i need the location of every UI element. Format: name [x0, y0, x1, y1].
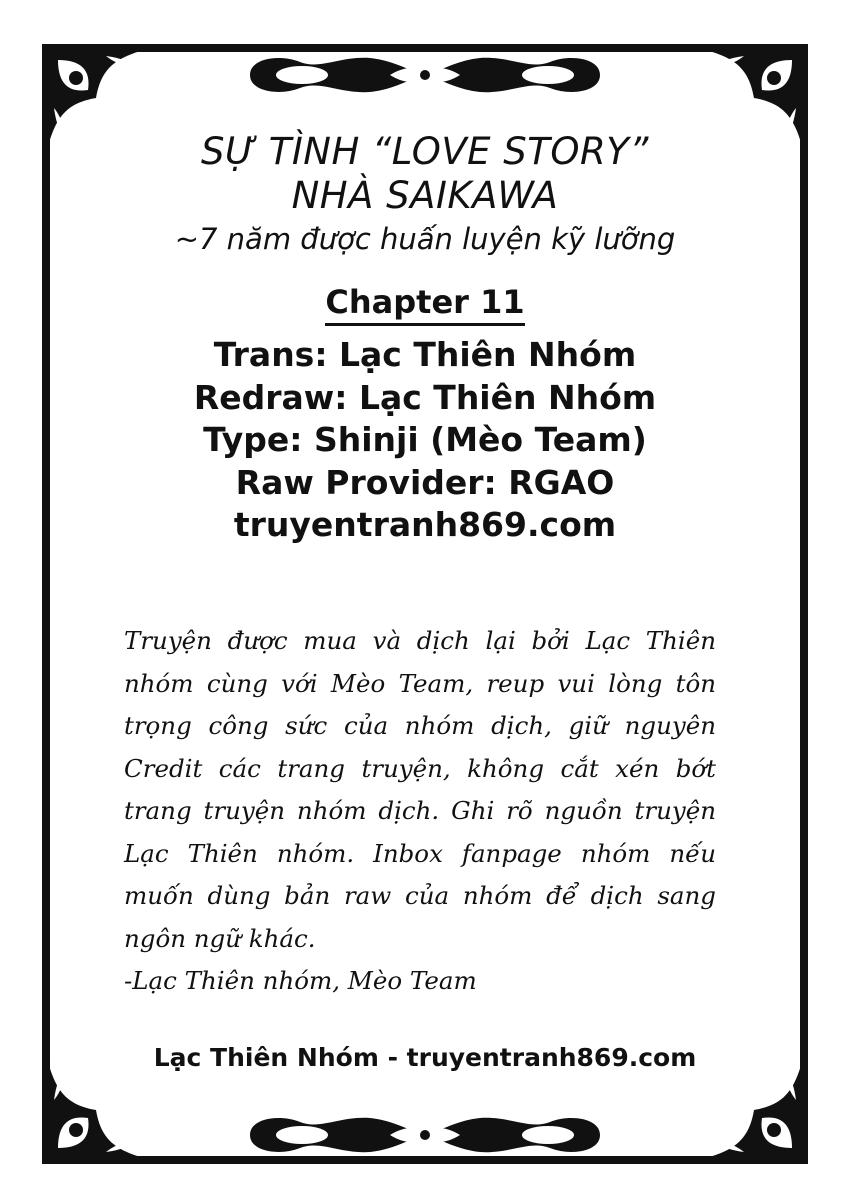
credit-website: truyentranh869.com [233, 505, 617, 544]
title-line-1: SỰ TÌNH “LOVE STORY” [201, 130, 649, 173]
top-center-ornament [240, 48, 610, 102]
credit-raw-provider: Raw Provider: RGAO [235, 462, 615, 502]
credit-trans: Trans: Lạc Thiên Nhóm [213, 335, 637, 374]
notice-paragraph: Truyện được mua và dịch lại bởi Lạc Thiên nhóm cùng với Mèo Team, reup vui lòng tôn trọng công sức của nhóm dịch, giữ nguyên Credit các trang truyện, không cắt xén bớt trang truyện nhóm dịch. Ghi rõ nguồn truyện Lạc Thiên nhóm. Inbox fanpage nhóm nếu muốn dùng bản raw của nhóm để dịch sang ngôn ngữ khác. [124, 626, 716, 953]
footer-credit: Lạc Thiên Nhóm - truyentranh869.com [153, 1043, 697, 1072]
notice-signature: -Lạc Thiên nhóm, Mèo Team [124, 966, 477, 995]
credits-list [90, 334, 760, 547]
credit-type: Type: Shinji (Mèo Team) [203, 420, 647, 459]
bottom-center-ornament [240, 1108, 610, 1162]
credit-redraw: Redraw: Lạc Thiên Nhóm [193, 377, 657, 417]
title-line-2: NHÀ SAIKAWA [291, 174, 559, 217]
reup-notice [124, 620, 716, 1003]
title-credits-block [90, 130, 760, 547]
chapter-heading: Chapter 11 [325, 282, 524, 326]
subtitle: ~7 năm được huấn luyện kỹ lưỡng [174, 222, 676, 256]
